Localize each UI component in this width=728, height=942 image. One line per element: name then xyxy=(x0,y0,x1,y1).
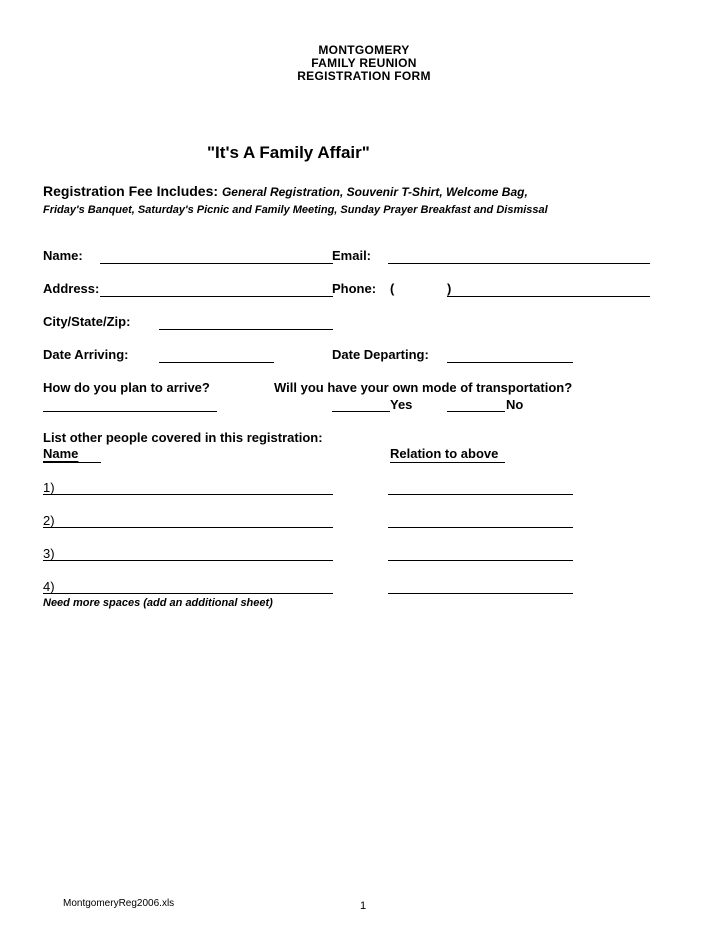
date-arriving-field-line[interactable] xyxy=(159,362,274,363)
footer-filename: MontgomeryReg2006.xls xyxy=(63,898,175,909)
phone-field-line[interactable] xyxy=(447,296,650,297)
others-row-3-relation-line[interactable] xyxy=(388,560,573,561)
others-heading: List other people covered in this registration: xyxy=(43,430,323,445)
fee-section xyxy=(43,183,528,201)
others-row-2-label: 2) xyxy=(43,513,55,528)
address-label: Address: xyxy=(43,281,100,296)
address-field-line[interactable] xyxy=(100,296,333,297)
date-departing-field-line[interactable] xyxy=(447,362,573,363)
phone-area-close-paren: ) xyxy=(447,281,452,296)
others-col-relation-underline xyxy=(390,462,505,463)
arrive-question: How do you plan to arrive? xyxy=(43,380,210,395)
transport-no-line[interactable] xyxy=(447,411,505,412)
others-row-2-relation-line[interactable] xyxy=(388,527,573,528)
phone-area-open-paren: ( xyxy=(390,281,395,296)
phone-label: Phone: xyxy=(332,281,377,296)
arrive-field-line[interactable] xyxy=(43,411,217,412)
fee-items-line-2: Friday's Banquet, Saturday's Picnic and Family Meeting, Sunday Prayer Breakfast and Dismissal xyxy=(43,204,548,216)
page-number: 1 xyxy=(360,900,367,912)
title-line-1: MONTGOMERY xyxy=(318,44,410,57)
title-line-3: REGISTRATION FORM xyxy=(297,69,431,83)
others-row-4-name-line[interactable] xyxy=(43,593,333,594)
transport-no-label: No xyxy=(506,397,524,412)
others-row-4-relation-line[interactable] xyxy=(388,593,573,594)
more-spaces-note: Need more spaces (add an additional sheet) xyxy=(43,597,273,609)
transport-question: Will you have your own mode of transportation? xyxy=(274,380,573,395)
tagline: "It's A Family Affair" xyxy=(207,143,370,162)
others-row-1-label: 1) xyxy=(43,480,55,495)
name-label: Name: xyxy=(43,248,83,263)
others-col-relation: Relation to above xyxy=(390,446,499,461)
others-row-2-name-line[interactable] xyxy=(43,527,333,528)
fee-items-line-1: General Registration, Souvenir T-Shirt, Welcome Bag, xyxy=(221,185,528,199)
email-field-line[interactable] xyxy=(388,263,650,264)
date-departing-label: Date Departing: xyxy=(332,347,429,362)
name-field-line[interactable] xyxy=(100,263,333,264)
fee-label: Registration Fee Includes: xyxy=(43,183,219,199)
others-row-3-name-line[interactable] xyxy=(43,560,333,561)
others-row-3-label: 3) xyxy=(43,546,55,561)
date-arriving-label: Date Arriving: xyxy=(43,347,129,362)
city-state-zip-field-line[interactable] xyxy=(159,329,333,330)
others-row-1-relation-line[interactable] xyxy=(388,494,573,495)
title-line-2: FAMILY REUNION xyxy=(311,56,417,70)
form-title-block xyxy=(230,44,498,83)
others-row-4-label: 4) xyxy=(43,579,55,594)
transport-yes-line[interactable] xyxy=(332,411,390,412)
others-col-name-underline xyxy=(43,462,101,463)
others-col-name: Name xyxy=(43,446,79,461)
city-state-zip-label: City/State/Zip: xyxy=(43,314,131,329)
email-label: Email: xyxy=(332,248,372,263)
others-row-1-name-line[interactable] xyxy=(43,494,333,495)
transport-yes-label: Yes xyxy=(390,397,413,412)
